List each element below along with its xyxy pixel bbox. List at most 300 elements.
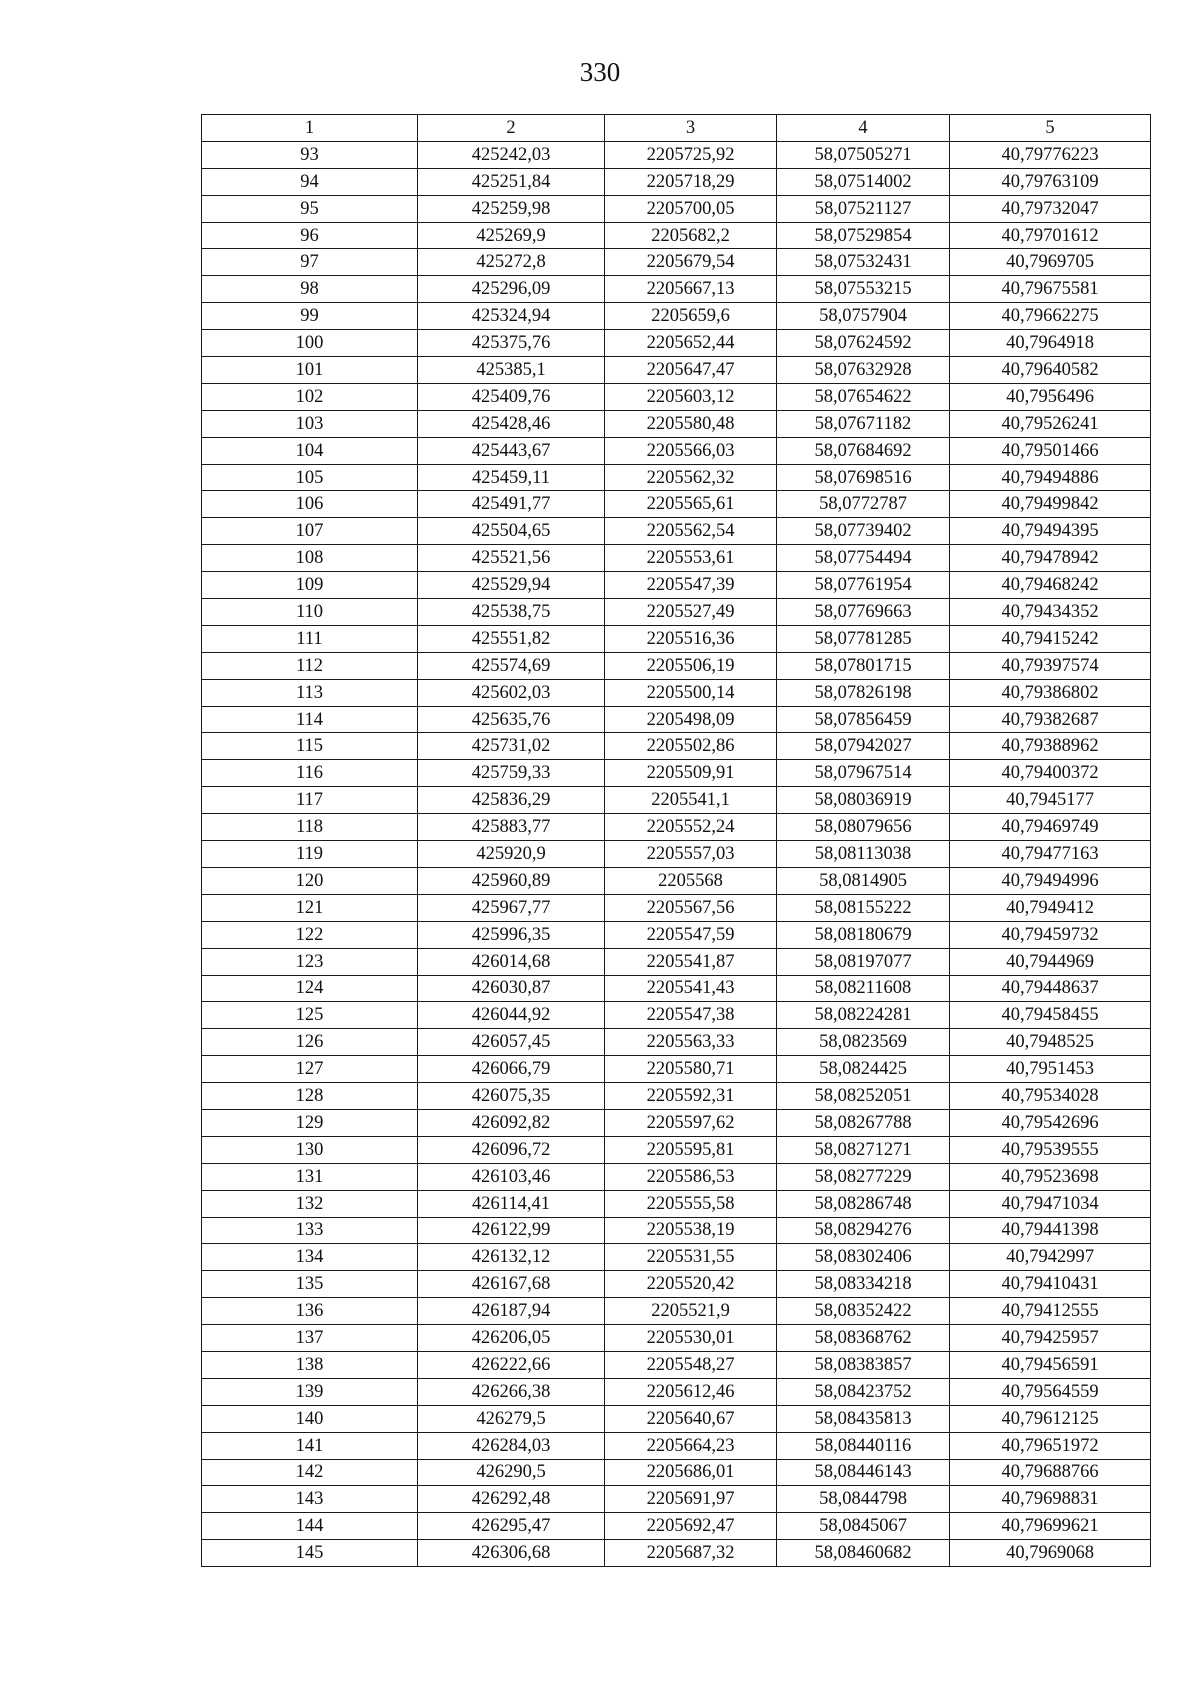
point-number-cell: 119 <box>202 841 418 868</box>
column-header-3: 3 <box>605 115 777 142</box>
longitude-cell: 40,79410431 <box>950 1271 1151 1298</box>
latitude-cell: 58,08435813 <box>777 1405 950 1432</box>
point-number-cell: 110 <box>202 599 418 626</box>
point-number-cell: 116 <box>202 760 418 787</box>
table-row <box>202 1405 1151 1432</box>
table-row <box>202 518 1151 545</box>
latitude-cell: 58,07514002 <box>777 168 950 195</box>
point-number-cell: 132 <box>202 1190 418 1217</box>
y-coordinate-cell: 2205700,05 <box>605 195 777 222</box>
table-row <box>202 841 1151 868</box>
latitude-cell: 58,07684692 <box>777 437 950 464</box>
y-coordinate-cell: 2205562,54 <box>605 518 777 545</box>
latitude-cell: 58,08446143 <box>777 1459 950 1486</box>
point-number-cell: 128 <box>202 1083 418 1110</box>
table-row <box>202 975 1151 1002</box>
column-header-2: 2 <box>418 115 605 142</box>
y-coordinate-cell: 2205595,81 <box>605 1136 777 1163</box>
table-row <box>202 814 1151 841</box>
y-coordinate-cell: 2205567,56 <box>605 894 777 921</box>
table-row <box>202 357 1151 384</box>
x-coordinate-cell: 425731,02 <box>418 733 605 760</box>
x-coordinate-cell: 425269,9 <box>418 222 605 249</box>
point-number-cell: 142 <box>202 1459 418 1486</box>
x-coordinate-cell: 426290,5 <box>418 1459 605 1486</box>
longitude-cell: 40,79763109 <box>950 168 1151 195</box>
latitude-cell: 58,08294276 <box>777 1217 950 1244</box>
point-number-cell: 124 <box>202 975 418 1002</box>
point-number-cell: 145 <box>202 1540 418 1567</box>
table-row <box>202 652 1151 679</box>
point-number-cell: 103 <box>202 410 418 437</box>
longitude-cell: 40,79526241 <box>950 410 1151 437</box>
longitude-cell: 40,79701612 <box>950 222 1151 249</box>
latitude-cell: 58,07967514 <box>777 760 950 787</box>
table-row <box>202 867 1151 894</box>
coordinates-table <box>201 114 1151 1567</box>
point-number-cell: 138 <box>202 1351 418 1378</box>
longitude-cell: 40,79415242 <box>950 625 1151 652</box>
y-coordinate-cell: 2205541,1 <box>605 787 777 814</box>
longitude-cell: 40,79425957 <box>950 1325 1151 1352</box>
y-coordinate-cell: 2205506,19 <box>605 652 777 679</box>
table-body <box>202 141 1151 1566</box>
latitude-cell: 58,08271271 <box>777 1136 950 1163</box>
table-row <box>202 410 1151 437</box>
longitude-cell: 40,79494996 <box>950 867 1151 894</box>
latitude-cell: 58,07781285 <box>777 625 950 652</box>
longitude-cell: 40,79698831 <box>950 1486 1151 1513</box>
point-number-cell: 94 <box>202 168 418 195</box>
table-row <box>202 1378 1151 1405</box>
x-coordinate-cell: 425635,76 <box>418 706 605 733</box>
point-number-cell: 117 <box>202 787 418 814</box>
y-coordinate-cell: 2205557,03 <box>605 841 777 868</box>
longitude-cell: 40,79688766 <box>950 1459 1151 1486</box>
table-row <box>202 760 1151 787</box>
latitude-cell: 58,07532431 <box>777 249 950 276</box>
point-number-cell: 106 <box>202 491 418 518</box>
latitude-cell: 58,07769663 <box>777 599 950 626</box>
y-coordinate-cell: 2205652,44 <box>605 330 777 357</box>
y-coordinate-cell: 2205647,47 <box>605 357 777 384</box>
y-coordinate-cell: 2205527,49 <box>605 599 777 626</box>
point-number-cell: 107 <box>202 518 418 545</box>
longitude-cell: 40,7969705 <box>950 249 1151 276</box>
latitude-cell: 58,07754494 <box>777 545 950 572</box>
y-coordinate-cell: 2205520,42 <box>605 1271 777 1298</box>
x-coordinate-cell: 425920,9 <box>418 841 605 868</box>
table-row <box>202 1056 1151 1083</box>
x-coordinate-cell: 426292,48 <box>418 1486 605 1513</box>
y-coordinate-cell: 2205521,9 <box>605 1298 777 1325</box>
latitude-cell: 58,08079656 <box>777 814 950 841</box>
latitude-cell: 58,08352422 <box>777 1298 950 1325</box>
y-coordinate-cell: 2205692,47 <box>605 1513 777 1540</box>
longitude-cell: 40,79732047 <box>950 195 1151 222</box>
x-coordinate-cell: 425443,67 <box>418 437 605 464</box>
latitude-cell: 58,08155222 <box>777 894 950 921</box>
x-coordinate-cell: 426306,68 <box>418 1540 605 1567</box>
table-row <box>202 276 1151 303</box>
y-coordinate-cell: 2205553,61 <box>605 545 777 572</box>
table-row <box>202 572 1151 599</box>
longitude-cell: 40,7951453 <box>950 1056 1151 1083</box>
x-coordinate-cell: 425836,29 <box>418 787 605 814</box>
point-number-cell: 104 <box>202 437 418 464</box>
table-row <box>202 195 1151 222</box>
longitude-cell: 40,79382687 <box>950 706 1151 733</box>
x-coordinate-cell: 425385,1 <box>418 357 605 384</box>
y-coordinate-cell: 2205640,67 <box>605 1405 777 1432</box>
point-number-cell: 100 <box>202 330 418 357</box>
table-row <box>202 1271 1151 1298</box>
latitude-cell: 58,07624592 <box>777 330 950 357</box>
longitude-cell: 40,79478942 <box>950 545 1151 572</box>
latitude-cell: 58,07801715 <box>777 652 950 679</box>
x-coordinate-cell: 426222,66 <box>418 1351 605 1378</box>
latitude-cell: 58,07761954 <box>777 572 950 599</box>
y-coordinate-cell: 2205538,19 <box>605 1217 777 1244</box>
point-number-cell: 108 <box>202 545 418 572</box>
y-coordinate-cell: 2205612,46 <box>605 1378 777 1405</box>
y-coordinate-cell: 2205580,71 <box>605 1056 777 1083</box>
table-row <box>202 599 1151 626</box>
y-coordinate-cell: 2205580,48 <box>605 410 777 437</box>
y-coordinate-cell: 2205530,01 <box>605 1325 777 1352</box>
y-coordinate-cell: 2205565,61 <box>605 491 777 518</box>
point-number-cell: 134 <box>202 1244 418 1271</box>
y-coordinate-cell: 2205586,53 <box>605 1163 777 1190</box>
table-row <box>202 1002 1151 1029</box>
longitude-cell: 40,79539555 <box>950 1136 1151 1163</box>
point-number-cell: 93 <box>202 141 418 168</box>
y-coordinate-cell: 2205547,39 <box>605 572 777 599</box>
y-coordinate-cell: 2205597,62 <box>605 1109 777 1136</box>
table-row <box>202 625 1151 652</box>
longitude-cell: 40,7949412 <box>950 894 1151 921</box>
table-row <box>202 249 1151 276</box>
x-coordinate-cell: 425296,09 <box>418 276 605 303</box>
point-number-cell: 125 <box>202 1002 418 1029</box>
x-coordinate-cell: 425242,03 <box>418 141 605 168</box>
y-coordinate-cell: 2205603,12 <box>605 383 777 410</box>
latitude-cell: 58,0845067 <box>777 1513 950 1540</box>
table-row <box>202 1109 1151 1136</box>
x-coordinate-cell: 426122,99 <box>418 1217 605 1244</box>
y-coordinate-cell: 2205541,87 <box>605 948 777 975</box>
latitude-cell: 58,07553215 <box>777 276 950 303</box>
y-coordinate-cell: 2205566,03 <box>605 437 777 464</box>
table-row <box>202 679 1151 706</box>
table-row <box>202 1298 1151 1325</box>
longitude-cell: 40,79469749 <box>950 814 1151 841</box>
latitude-cell: 58,07529854 <box>777 222 950 249</box>
longitude-cell: 40,7948525 <box>950 1029 1151 1056</box>
table-row <box>202 706 1151 733</box>
latitude-cell: 58,08211608 <box>777 975 950 1002</box>
x-coordinate-cell: 425967,77 <box>418 894 605 921</box>
latitude-cell: 58,07654622 <box>777 383 950 410</box>
table-row <box>202 733 1151 760</box>
x-coordinate-cell: 426187,94 <box>418 1298 605 1325</box>
point-number-cell: 115 <box>202 733 418 760</box>
point-number-cell: 131 <box>202 1163 418 1190</box>
longitude-cell: 40,79397574 <box>950 652 1151 679</box>
latitude-cell: 58,07698516 <box>777 464 950 491</box>
y-coordinate-cell: 2205516,36 <box>605 625 777 652</box>
table-row <box>202 787 1151 814</box>
table-row <box>202 464 1151 491</box>
table-row <box>202 1244 1151 1271</box>
point-number-cell: 101 <box>202 357 418 384</box>
x-coordinate-cell: 425259,98 <box>418 195 605 222</box>
latitude-cell: 58,0772787 <box>777 491 950 518</box>
y-coordinate-cell: 2205667,13 <box>605 276 777 303</box>
x-coordinate-cell: 426279,5 <box>418 1405 605 1432</box>
latitude-cell: 58,08252051 <box>777 1083 950 1110</box>
longitude-cell: 40,79400372 <box>950 760 1151 787</box>
latitude-cell: 58,0844798 <box>777 1486 950 1513</box>
y-coordinate-cell: 2205563,33 <box>605 1029 777 1056</box>
latitude-cell: 58,08277229 <box>777 1163 950 1190</box>
column-header-1: 1 <box>202 115 418 142</box>
x-coordinate-cell: 425459,11 <box>418 464 605 491</box>
longitude-cell: 40,79640582 <box>950 357 1151 384</box>
x-coordinate-cell: 426206,05 <box>418 1325 605 1352</box>
point-number-cell: 99 <box>202 303 418 330</box>
longitude-cell: 40,79651972 <box>950 1432 1151 1459</box>
latitude-cell: 58,08286748 <box>777 1190 950 1217</box>
longitude-cell: 40,79494395 <box>950 518 1151 545</box>
point-number-cell: 130 <box>202 1136 418 1163</box>
latitude-cell: 58,08368762 <box>777 1325 950 1352</box>
table-row <box>202 1513 1151 1540</box>
latitude-cell: 58,08267788 <box>777 1109 950 1136</box>
x-coordinate-cell: 426057,45 <box>418 1029 605 1056</box>
header-row <box>202 115 1151 142</box>
latitude-cell: 58,07942027 <box>777 733 950 760</box>
x-coordinate-cell: 426096,72 <box>418 1136 605 1163</box>
longitude-cell: 40,79434352 <box>950 599 1151 626</box>
latitude-cell: 58,08036919 <box>777 787 950 814</box>
longitude-cell: 40,79675581 <box>950 276 1151 303</box>
longitude-cell: 40,79662275 <box>950 303 1151 330</box>
y-coordinate-cell: 2205552,24 <box>605 814 777 841</box>
longitude-cell: 40,79564559 <box>950 1378 1151 1405</box>
table-row <box>202 1029 1151 1056</box>
point-number-cell: 112 <box>202 652 418 679</box>
table-row <box>202 330 1151 357</box>
y-coordinate-cell: 2205562,32 <box>605 464 777 491</box>
point-number-cell: 129 <box>202 1109 418 1136</box>
point-number-cell: 126 <box>202 1029 418 1056</box>
x-coordinate-cell: 426092,82 <box>418 1109 605 1136</box>
y-coordinate-cell: 2205498,09 <box>605 706 777 733</box>
x-coordinate-cell: 426014,68 <box>418 948 605 975</box>
x-coordinate-cell: 426167,68 <box>418 1271 605 1298</box>
table-row <box>202 1217 1151 1244</box>
table-row <box>202 921 1151 948</box>
point-number-cell: 98 <box>202 276 418 303</box>
table-row <box>202 1540 1151 1567</box>
y-coordinate-cell: 2205592,31 <box>605 1083 777 1110</box>
y-coordinate-cell: 2205691,97 <box>605 1486 777 1513</box>
point-number-cell: 143 <box>202 1486 418 1513</box>
x-coordinate-cell: 425960,89 <box>418 867 605 894</box>
point-number-cell: 118 <box>202 814 418 841</box>
table-row <box>202 1486 1151 1513</box>
x-coordinate-cell: 426030,87 <box>418 975 605 1002</box>
latitude-cell: 58,08423752 <box>777 1378 950 1405</box>
longitude-cell: 40,79499842 <box>950 491 1151 518</box>
longitude-cell: 40,7969068 <box>950 1540 1151 1567</box>
page-number: 330 <box>579 57 621 87</box>
point-number-cell: 135 <box>202 1271 418 1298</box>
latitude-cell: 58,08383857 <box>777 1351 950 1378</box>
y-coordinate-cell: 2205682,2 <box>605 222 777 249</box>
x-coordinate-cell: 425272,8 <box>418 249 605 276</box>
longitude-cell: 40,79501466 <box>950 437 1151 464</box>
point-number-cell: 96 <box>202 222 418 249</box>
latitude-cell: 58,08180679 <box>777 921 950 948</box>
x-coordinate-cell: 425759,33 <box>418 760 605 787</box>
table-row <box>202 141 1151 168</box>
latitude-cell: 58,08302406 <box>777 1244 950 1271</box>
latitude-cell: 58,08440116 <box>777 1432 950 1459</box>
point-number-cell: 95 <box>202 195 418 222</box>
x-coordinate-cell: 426044,92 <box>418 1002 605 1029</box>
longitude-cell: 40,7964918 <box>950 330 1151 357</box>
table-row <box>202 894 1151 921</box>
x-coordinate-cell: 425996,35 <box>418 921 605 948</box>
point-number-cell: 121 <box>202 894 418 921</box>
latitude-cell: 58,0823569 <box>777 1029 950 1056</box>
x-coordinate-cell: 425883,77 <box>418 814 605 841</box>
x-coordinate-cell: 425521,56 <box>418 545 605 572</box>
longitude-cell: 40,79523698 <box>950 1163 1151 1190</box>
column-header-4: 4 <box>777 115 950 142</box>
table-row <box>202 1432 1151 1459</box>
longitude-cell: 40,79459732 <box>950 921 1151 948</box>
longitude-cell: 40,79776223 <box>950 141 1151 168</box>
latitude-cell: 58,07505271 <box>777 141 950 168</box>
x-coordinate-cell: 425409,76 <box>418 383 605 410</box>
x-coordinate-cell: 425324,94 <box>418 303 605 330</box>
longitude-cell: 40,79699621 <box>950 1513 1151 1540</box>
x-coordinate-cell: 425491,77 <box>418 491 605 518</box>
point-number-cell: 144 <box>202 1513 418 1540</box>
longitude-cell: 40,79471034 <box>950 1190 1151 1217</box>
x-coordinate-cell: 425251,84 <box>418 168 605 195</box>
point-number-cell: 137 <box>202 1325 418 1352</box>
longitude-cell: 40,79386802 <box>950 679 1151 706</box>
y-coordinate-cell: 2205541,43 <box>605 975 777 1002</box>
point-number-cell: 123 <box>202 948 418 975</box>
x-coordinate-cell: 425538,75 <box>418 599 605 626</box>
y-coordinate-cell: 2205509,91 <box>605 760 777 787</box>
table-row <box>202 1136 1151 1163</box>
x-coordinate-cell: 426075,35 <box>418 1083 605 1110</box>
point-number-cell: 136 <box>202 1298 418 1325</box>
point-number-cell: 113 <box>202 679 418 706</box>
table-row <box>202 491 1151 518</box>
latitude-cell: 58,08113038 <box>777 841 950 868</box>
x-coordinate-cell: 425529,94 <box>418 572 605 599</box>
latitude-cell: 58,08197077 <box>777 948 950 975</box>
x-coordinate-cell: 426114,41 <box>418 1190 605 1217</box>
longitude-cell: 40,79477163 <box>950 841 1151 868</box>
y-coordinate-cell: 2205687,32 <box>605 1540 777 1567</box>
table-row <box>202 1351 1151 1378</box>
longitude-cell: 40,79534028 <box>950 1083 1151 1110</box>
point-number-cell: 120 <box>202 867 418 894</box>
y-coordinate-cell: 2205725,92 <box>605 141 777 168</box>
latitude-cell: 58,0757904 <box>777 303 950 330</box>
y-coordinate-cell: 2205686,01 <box>605 1459 777 1486</box>
point-number-cell: 139 <box>202 1378 418 1405</box>
longitude-cell: 40,79448637 <box>950 975 1151 1002</box>
y-coordinate-cell: 2205659,6 <box>605 303 777 330</box>
table-row <box>202 168 1151 195</box>
latitude-cell: 58,08460682 <box>777 1540 950 1567</box>
longitude-cell: 40,79612125 <box>950 1405 1151 1432</box>
y-coordinate-cell: 2205718,29 <box>605 168 777 195</box>
table-row <box>202 1163 1151 1190</box>
latitude-cell: 58,07632928 <box>777 357 950 384</box>
longitude-cell: 40,7945177 <box>950 787 1151 814</box>
longitude-cell: 40,79456591 <box>950 1351 1151 1378</box>
longitude-cell: 40,79458455 <box>950 1002 1151 1029</box>
table-row <box>202 303 1151 330</box>
longitude-cell: 40,79468242 <box>950 572 1151 599</box>
x-coordinate-cell: 425574,69 <box>418 652 605 679</box>
point-number-cell: 111 <box>202 625 418 652</box>
latitude-cell: 58,07826198 <box>777 679 950 706</box>
y-coordinate-cell: 2205679,54 <box>605 249 777 276</box>
latitude-cell: 58,07521127 <box>777 195 950 222</box>
latitude-cell: 58,08224281 <box>777 1002 950 1029</box>
point-number-cell: 141 <box>202 1432 418 1459</box>
y-coordinate-cell: 2205547,38 <box>605 1002 777 1029</box>
latitude-cell: 58,07739402 <box>777 518 950 545</box>
longitude-cell: 40,79542696 <box>950 1109 1151 1136</box>
longitude-cell: 40,79441398 <box>950 1217 1151 1244</box>
x-coordinate-cell: 425504,65 <box>418 518 605 545</box>
table-row <box>202 545 1151 572</box>
y-coordinate-cell: 2205555,58 <box>605 1190 777 1217</box>
table-row <box>202 1325 1151 1352</box>
point-number-cell: 133 <box>202 1217 418 1244</box>
x-coordinate-cell: 426266,38 <box>418 1378 605 1405</box>
longitude-cell: 40,79388962 <box>950 733 1151 760</box>
y-coordinate-cell: 2205568 <box>605 867 777 894</box>
point-number-cell: 140 <box>202 1405 418 1432</box>
x-coordinate-cell: 426295,47 <box>418 1513 605 1540</box>
table-row <box>202 1190 1151 1217</box>
latitude-cell: 58,0824425 <box>777 1056 950 1083</box>
table-row <box>202 1083 1151 1110</box>
longitude-cell: 40,7944969 <box>950 948 1151 975</box>
point-number-cell: 97 <box>202 249 418 276</box>
x-coordinate-cell: 426103,46 <box>418 1163 605 1190</box>
point-number-cell: 114 <box>202 706 418 733</box>
y-coordinate-cell: 2205500,14 <box>605 679 777 706</box>
y-coordinate-cell: 2205548,27 <box>605 1351 777 1378</box>
table-row <box>202 1459 1151 1486</box>
point-number-cell: 102 <box>202 383 418 410</box>
longitude-cell: 40,79494886 <box>950 464 1151 491</box>
